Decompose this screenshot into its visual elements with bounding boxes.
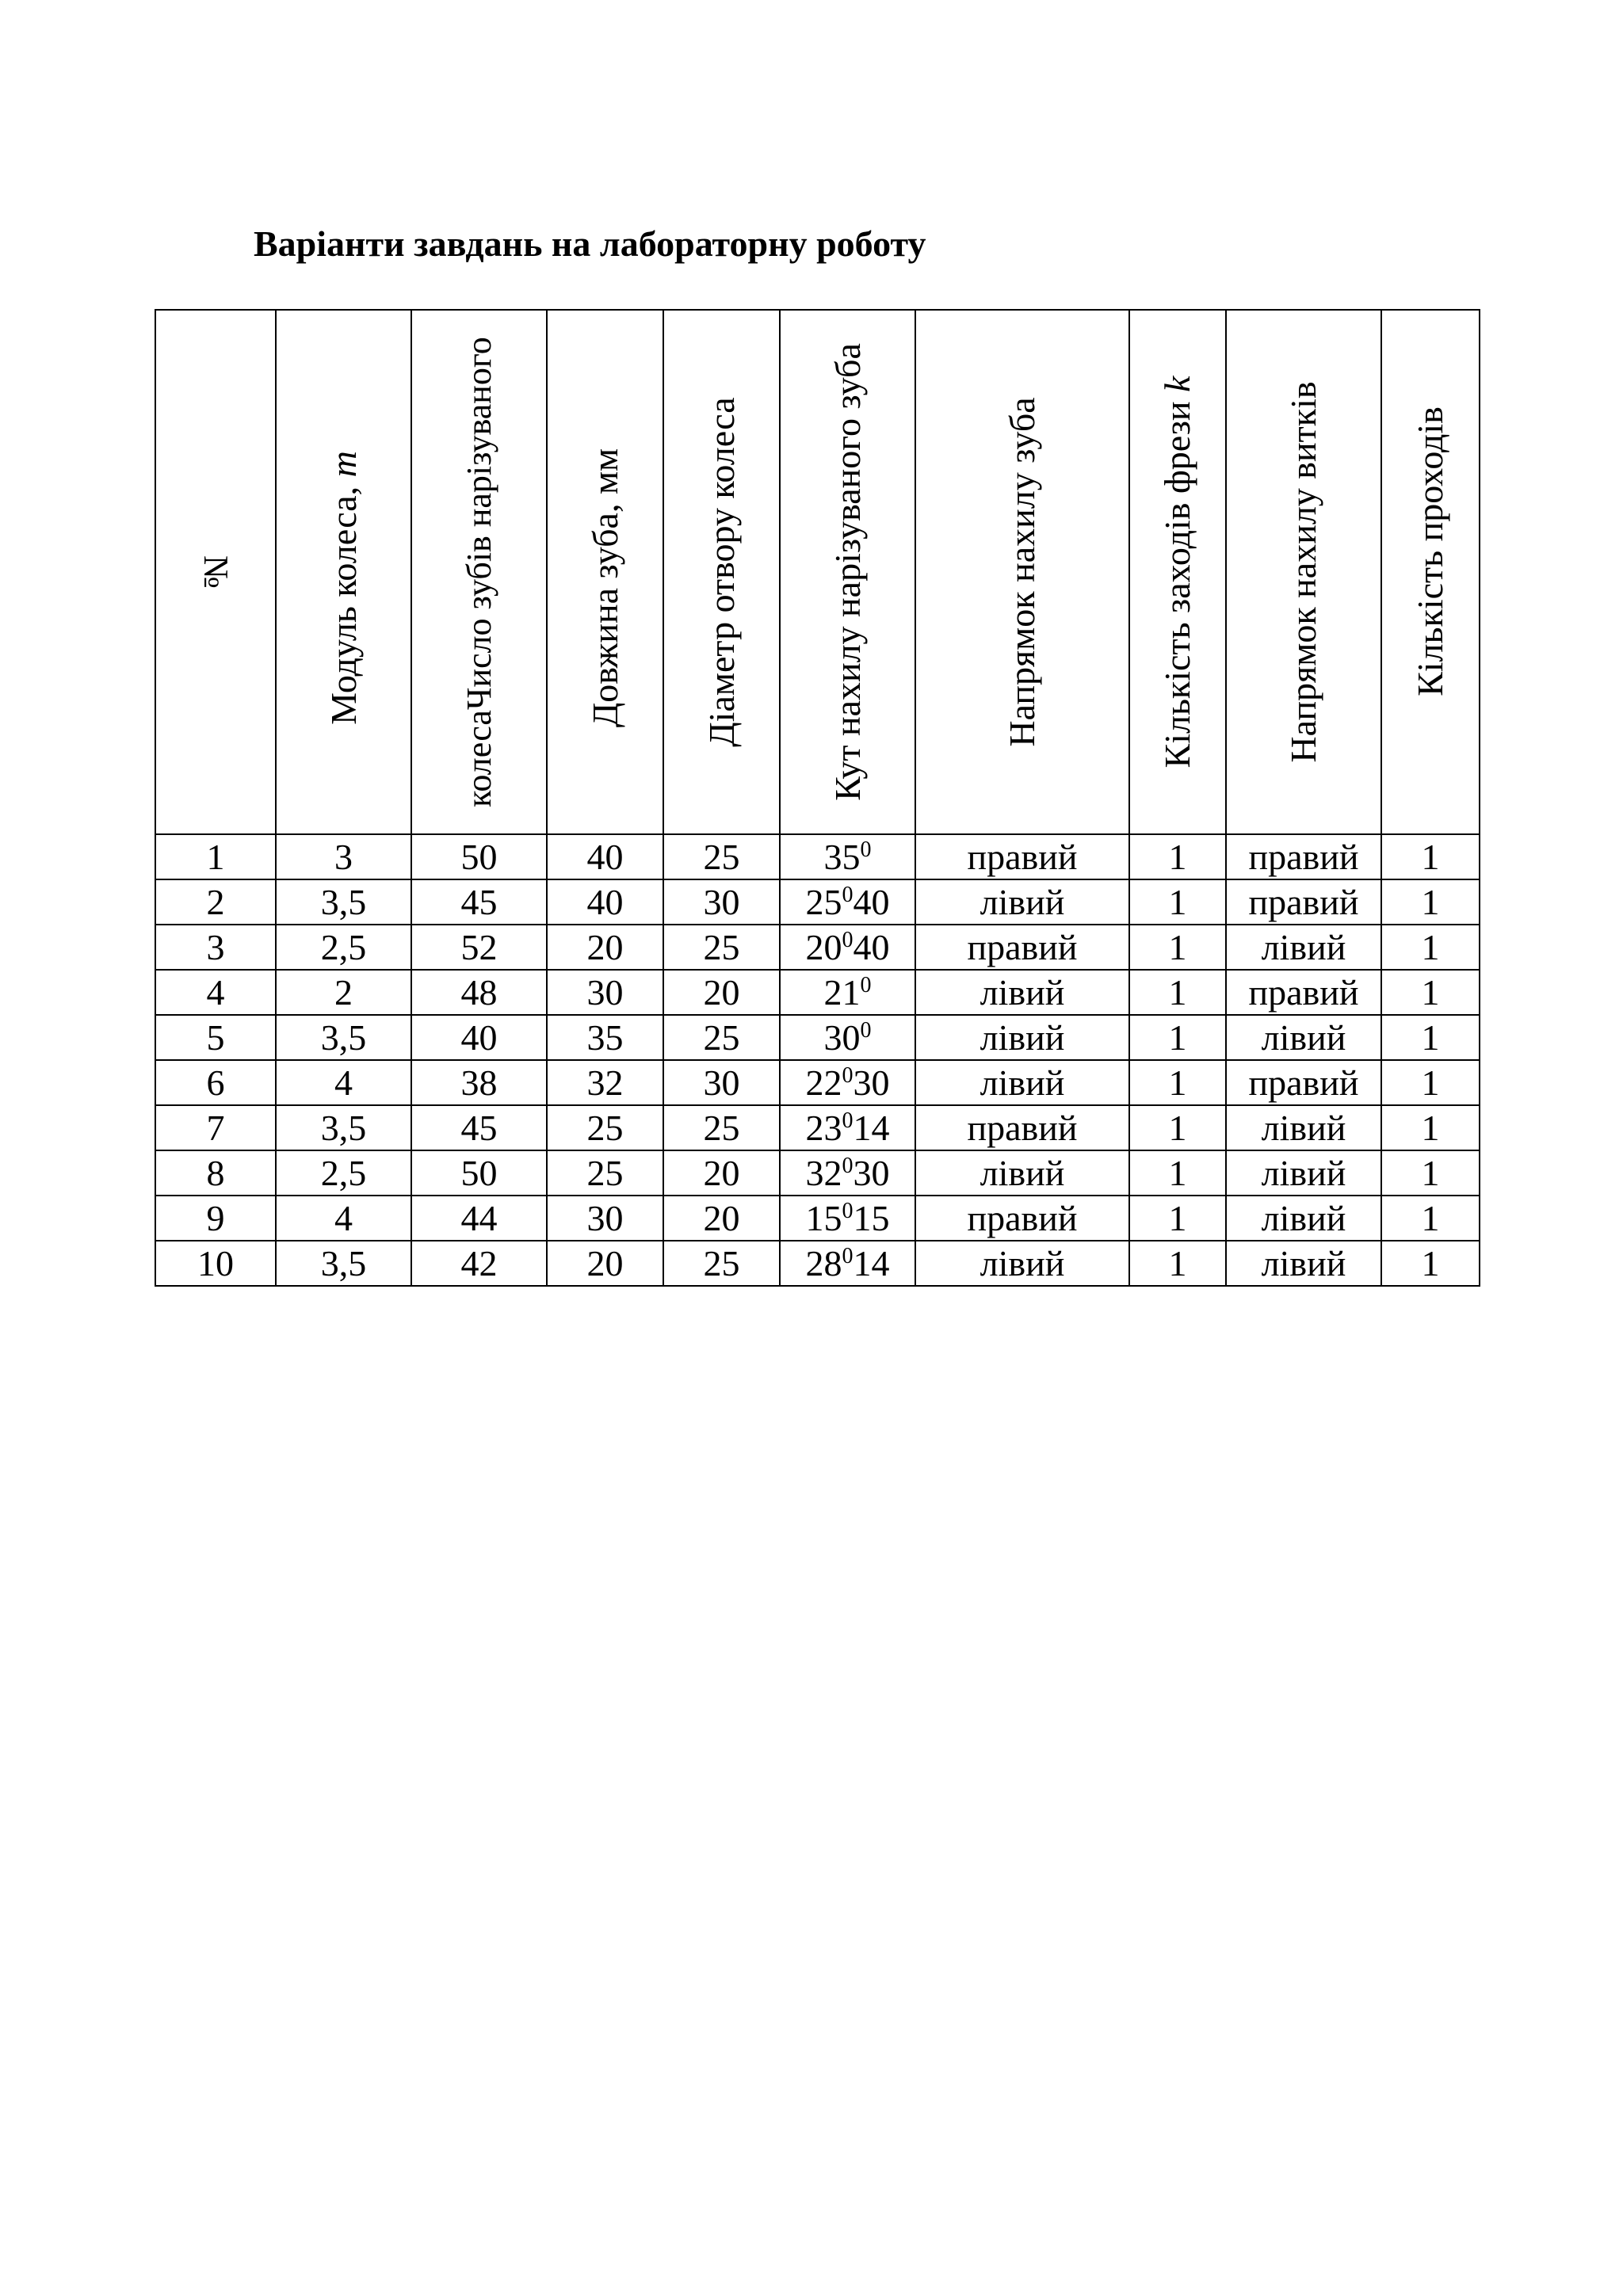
angle-degrees: 32 xyxy=(805,1152,842,1193)
cell-no: 5 xyxy=(155,1015,276,1060)
header-label-number: № xyxy=(197,555,235,589)
cell-passes: 1 xyxy=(1381,1060,1480,1105)
cell-module: 4 xyxy=(276,1060,411,1105)
cell-module: 2 xyxy=(276,970,411,1015)
cell-passes: 1 xyxy=(1381,925,1480,970)
cell-no: 2 xyxy=(155,879,276,925)
cell-module: 2,5 xyxy=(276,925,411,970)
cell-no: 3 xyxy=(155,925,276,970)
cell-no: 4 xyxy=(155,970,276,1015)
angle-minutes: 30 xyxy=(853,1062,890,1103)
header-cell-teeth xyxy=(411,310,547,834)
cell-passes: 1 xyxy=(1381,1241,1480,1286)
cell-teeth: 50 xyxy=(411,834,547,879)
cell-angle xyxy=(780,879,915,925)
page-title: Варіанти завдань на лабораторну роботу xyxy=(254,223,926,264)
header-label-bore: Діаметр отвору колеса xyxy=(701,397,742,747)
cell-angle xyxy=(780,1060,915,1105)
cell-tooth-dir: лівий xyxy=(915,879,1129,925)
angle-degrees: 20 xyxy=(805,926,842,967)
header-label-tooth-direction: Напрямок нахилу зуба xyxy=(1002,397,1042,747)
header-cell-passes xyxy=(1381,310,1480,834)
cell-bore: 30 xyxy=(663,879,780,925)
cell-starts: 1 xyxy=(1129,879,1226,925)
cell-starts: 1 xyxy=(1129,1241,1226,1286)
cell-module: 2,5 xyxy=(276,1150,411,1196)
table-row xyxy=(155,970,1480,1015)
angle-minutes: 15 xyxy=(853,1197,890,1238)
cell-tooth-dir: правий xyxy=(915,1105,1129,1150)
angle-minutes: 14 xyxy=(853,1242,890,1283)
cell-starts: 1 xyxy=(1129,925,1226,970)
cell-angle xyxy=(780,1241,915,1286)
cell-teeth: 38 xyxy=(411,1060,547,1105)
cell-bore: 20 xyxy=(663,1150,780,1196)
cell-tooth-dir: правий xyxy=(915,1196,1129,1241)
cell-thread-dir: лівий xyxy=(1226,1015,1381,1060)
cell-passes: 1 xyxy=(1381,1196,1480,1241)
cell-tooth-dir: лівий xyxy=(915,1060,1129,1105)
header-label-teeth: колесаЧисло зубів нарізуваного xyxy=(459,337,498,807)
cell-bore: 20 xyxy=(663,1196,780,1241)
angle-minutes: 40 xyxy=(853,926,890,967)
cell-angle xyxy=(780,1105,915,1150)
cell-angle xyxy=(780,834,915,879)
angle-degrees: 22 xyxy=(805,1062,842,1103)
cell-starts: 1 xyxy=(1129,1060,1226,1105)
angle-minutes: 14 xyxy=(853,1107,890,1148)
angle-degree-mark: 0 xyxy=(842,1243,854,1268)
header-cell-starts xyxy=(1129,310,1226,834)
angle-degree-mark: 0 xyxy=(842,1062,854,1088)
cell-no: 10 xyxy=(155,1241,276,1286)
header-label-starts: Кількість заходів фрези k xyxy=(1157,376,1197,769)
cell-teeth: 50 xyxy=(411,1150,547,1196)
header-cell-length xyxy=(547,310,663,834)
cell-thread-dir: лівий xyxy=(1226,1105,1381,1150)
cell-bore: 20 xyxy=(663,970,780,1015)
table-body xyxy=(155,834,1480,1286)
cell-tooth-dir: лівий xyxy=(915,970,1129,1015)
variants-table xyxy=(155,309,1480,1287)
cell-module: 3 xyxy=(276,834,411,879)
cell-passes: 1 xyxy=(1381,970,1480,1015)
angle-degree-mark: 0 xyxy=(842,927,854,952)
header-cell-bore xyxy=(663,310,780,834)
cell-length: 30 xyxy=(547,970,663,1015)
angle-degree-mark: 0 xyxy=(842,1153,854,1178)
table-row xyxy=(155,925,1480,970)
cell-bore: 25 xyxy=(663,834,780,879)
cell-length: 32 xyxy=(547,1060,663,1105)
angle-minutes: 40 xyxy=(853,881,890,922)
cell-length: 20 xyxy=(547,1241,663,1286)
cell-module: 4 xyxy=(276,1196,411,1241)
cell-starts: 1 xyxy=(1129,834,1226,879)
cell-angle xyxy=(780,1196,915,1241)
cell-teeth: 45 xyxy=(411,1105,547,1150)
cell-tooth-dir: правий xyxy=(915,834,1129,879)
angle-degrees: 25 xyxy=(805,881,842,922)
cell-starts: 1 xyxy=(1129,1196,1226,1241)
table-row xyxy=(155,1105,1480,1150)
table-row xyxy=(155,1015,1480,1060)
header-cell-angle xyxy=(780,310,915,834)
cell-teeth: 42 xyxy=(411,1241,547,1286)
cell-passes: 1 xyxy=(1381,1105,1480,1150)
cell-passes: 1 xyxy=(1381,879,1480,925)
cell-module: 3,5 xyxy=(276,1015,411,1060)
cell-teeth: 45 xyxy=(411,879,547,925)
cell-teeth: 48 xyxy=(411,970,547,1015)
cell-module: 3,5 xyxy=(276,879,411,925)
cell-no: 6 xyxy=(155,1060,276,1105)
cell-passes: 1 xyxy=(1381,834,1480,879)
cell-length: 40 xyxy=(547,879,663,925)
angle-degrees: 30 xyxy=(823,1016,861,1058)
angle-degrees: 21 xyxy=(823,971,861,1013)
angle-degree-mark: 0 xyxy=(860,972,872,997)
cell-thread-dir: лівий xyxy=(1226,1150,1381,1196)
header-label-angle: Кут нахилу нарізуваного зуба xyxy=(827,343,868,801)
cell-length: 25 xyxy=(547,1105,663,1150)
cell-bore: 25 xyxy=(663,1241,780,1286)
table-row xyxy=(155,1196,1480,1241)
header-label-length: Довжина зуба, мм xyxy=(584,448,625,727)
table-row xyxy=(155,879,1480,925)
angle-minutes: 30 xyxy=(853,1152,890,1193)
angle-degree-mark: 0 xyxy=(842,882,854,907)
cell-teeth: 44 xyxy=(411,1196,547,1241)
cell-bore: 25 xyxy=(663,1105,780,1150)
cell-thread-dir: правий xyxy=(1226,879,1381,925)
angle-degrees: 23 xyxy=(805,1107,842,1148)
table-row xyxy=(155,834,1480,879)
angle-degree-mark: 0 xyxy=(860,1017,872,1043)
cell-no: 7 xyxy=(155,1105,276,1150)
angle-degrees: 35 xyxy=(823,836,861,877)
header-label-module: Модуль колеса, m xyxy=(323,450,364,725)
cell-length: 25 xyxy=(547,1150,663,1196)
cell-module: 3,5 xyxy=(276,1241,411,1286)
cell-thread-dir: лівий xyxy=(1226,1241,1381,1286)
cell-thread-dir: лівий xyxy=(1226,925,1381,970)
header-label-passes: Кількість проходів xyxy=(1410,406,1450,696)
cell-length: 35 xyxy=(547,1015,663,1060)
cell-tooth-dir: лівий xyxy=(915,1015,1129,1060)
cell-no: 1 xyxy=(155,834,276,879)
cell-passes: 1 xyxy=(1381,1150,1480,1196)
table-row xyxy=(155,1150,1480,1196)
cell-angle xyxy=(780,925,915,970)
angle-degrees: 28 xyxy=(805,1242,842,1283)
cell-angle xyxy=(780,970,915,1015)
cell-module: 3,5 xyxy=(276,1105,411,1150)
cell-thread-dir: правий xyxy=(1226,1060,1381,1105)
header-cell-thread-direction xyxy=(1226,310,1381,834)
table-row xyxy=(155,1241,1480,1286)
angle-degree-mark: 0 xyxy=(842,1198,854,1223)
header-label-thread-direction: Напрямок нахилу витків xyxy=(1283,381,1323,763)
header-row xyxy=(155,310,1480,834)
cell-starts: 1 xyxy=(1129,1105,1226,1150)
cell-thread-dir: правий xyxy=(1226,834,1381,879)
angle-degrees: 15 xyxy=(805,1197,842,1238)
header-cell-number xyxy=(155,310,276,834)
cell-starts: 1 xyxy=(1129,1015,1226,1060)
cell-bore: 30 xyxy=(663,1060,780,1105)
cell-tooth-dir: лівий xyxy=(915,1241,1129,1286)
cell-thread-dir: правий xyxy=(1226,970,1381,1015)
cell-tooth-dir: правий xyxy=(915,925,1129,970)
cell-bore: 25 xyxy=(663,1015,780,1060)
cell-starts: 1 xyxy=(1129,970,1226,1015)
angle-degree-mark: 0 xyxy=(842,1108,854,1133)
header-cell-module xyxy=(276,310,411,834)
cell-teeth: 40 xyxy=(411,1015,547,1060)
cell-no: 8 xyxy=(155,1150,276,1196)
header-cell-tooth-direction xyxy=(915,310,1129,834)
cell-no: 9 xyxy=(155,1196,276,1241)
cell-length: 40 xyxy=(547,834,663,879)
cell-angle xyxy=(780,1015,915,1060)
cell-passes: 1 xyxy=(1381,1015,1480,1060)
cell-length: 30 xyxy=(547,1196,663,1241)
cell-length: 20 xyxy=(547,925,663,970)
cell-tooth-dir: лівий xyxy=(915,1150,1129,1196)
cell-starts: 1 xyxy=(1129,1150,1226,1196)
cell-bore: 25 xyxy=(663,925,780,970)
table-row xyxy=(155,1060,1480,1105)
cell-teeth: 52 xyxy=(411,925,547,970)
cell-angle xyxy=(780,1150,915,1196)
cell-thread-dir: лівий xyxy=(1226,1196,1381,1241)
angle-degree-mark: 0 xyxy=(860,837,872,862)
